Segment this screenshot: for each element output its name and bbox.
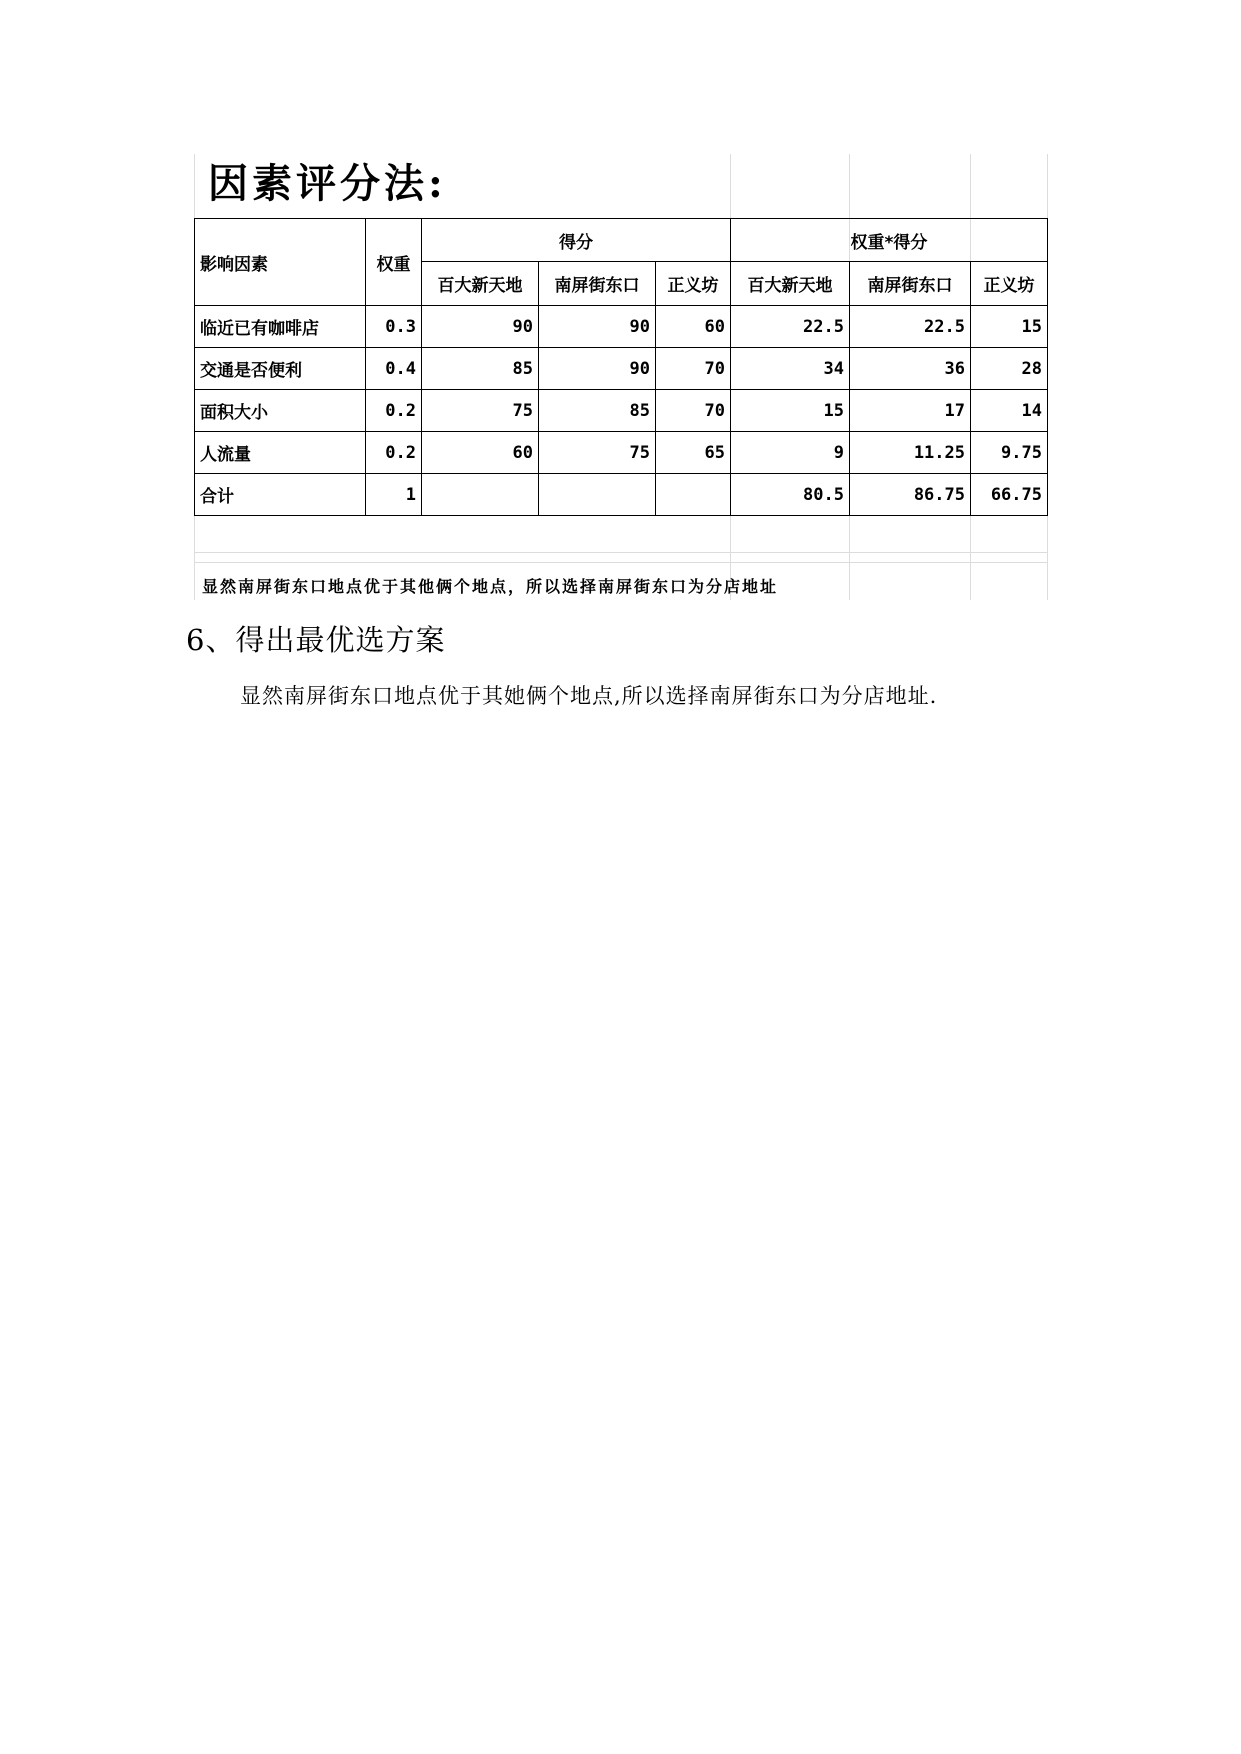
row-weighted: 28: [971, 348, 1048, 390]
row-score: 85: [539, 390, 656, 432]
row-score: 90: [422, 306, 539, 348]
row-weighted: 34: [731, 348, 850, 390]
row-score: [539, 474, 656, 516]
row-score: 75: [539, 432, 656, 474]
row-weighted: 80.5: [731, 474, 850, 516]
row-score: 70: [656, 348, 731, 390]
row-weighted: 9: [731, 432, 850, 474]
header-site: 正义坊: [971, 262, 1048, 306]
table-row-total: [195, 474, 1048, 516]
row-score: [422, 474, 539, 516]
row-weighted: 15: [971, 306, 1048, 348]
row-score: 90: [539, 348, 656, 390]
header-site: 正义坊: [656, 262, 731, 306]
row-weighted: 17: [850, 390, 971, 432]
header-site: 百大新天地: [731, 262, 850, 306]
row-weighted: 14: [971, 390, 1048, 432]
row-factor: 合计: [195, 474, 366, 516]
header-factor: 影响因素: [195, 219, 366, 306]
row-weight: 0.4: [366, 348, 422, 390]
header-site: 南屏街东口: [539, 262, 656, 306]
row-weighted: 36: [850, 348, 971, 390]
row-weight: 0.2: [366, 390, 422, 432]
row-factor: 人流量: [195, 432, 366, 474]
row-weighted: 22.5: [850, 306, 971, 348]
row-factor: 面积大小: [195, 390, 366, 432]
section-paragraph: 显然南屏街东口地点优于其她俩个地点,所以选择南屏街东口为分店地址.: [240, 684, 938, 708]
row-factor: 临近已有咖啡店: [195, 306, 366, 348]
row-weight: 0.2: [366, 432, 422, 474]
header-site: 百大新天地: [422, 262, 539, 306]
row-score: 85: [422, 348, 539, 390]
row-weighted: 86.75: [850, 474, 971, 516]
section-heading: 6、得出最优选方案: [186, 623, 446, 657]
sheet-conclusion-note: 显然南屏街东口地点优于其他俩个地点，所以选择南屏街东口为分店地址: [202, 577, 779, 596]
table-row: [195, 390, 1048, 432]
row-factor: 交通是否便利: [195, 348, 366, 390]
header-weighted-group: 权重*得分: [731, 219, 1048, 262]
row-score: 90: [539, 306, 656, 348]
row-weighted: 9.75: [971, 432, 1048, 474]
row-score: 70: [656, 390, 731, 432]
row-score: 75: [422, 390, 539, 432]
row-weighted: 15: [731, 390, 850, 432]
sheet-title: 因素评分法:: [208, 160, 447, 207]
row-weight: 1: [366, 474, 422, 516]
header-score-group: 得分: [422, 219, 731, 262]
table-row: [195, 432, 1048, 474]
row-weighted: 22.5: [731, 306, 850, 348]
row-score: [656, 474, 731, 516]
header-site: 南屏街东口: [850, 262, 971, 306]
row-score: 60: [656, 306, 731, 348]
row-weighted: 66.75: [971, 474, 1048, 516]
row-score: 60: [422, 432, 539, 474]
table-row: [195, 306, 1048, 348]
table-row: [195, 348, 1048, 390]
row-weight: 0.3: [366, 306, 422, 348]
factor-score-table: [194, 218, 1048, 516]
header-weight: 权重: [366, 219, 422, 306]
spreadsheet-snapshot: [194, 154, 1048, 600]
row-score: 65: [656, 432, 731, 474]
row-weighted: 11.25: [850, 432, 971, 474]
